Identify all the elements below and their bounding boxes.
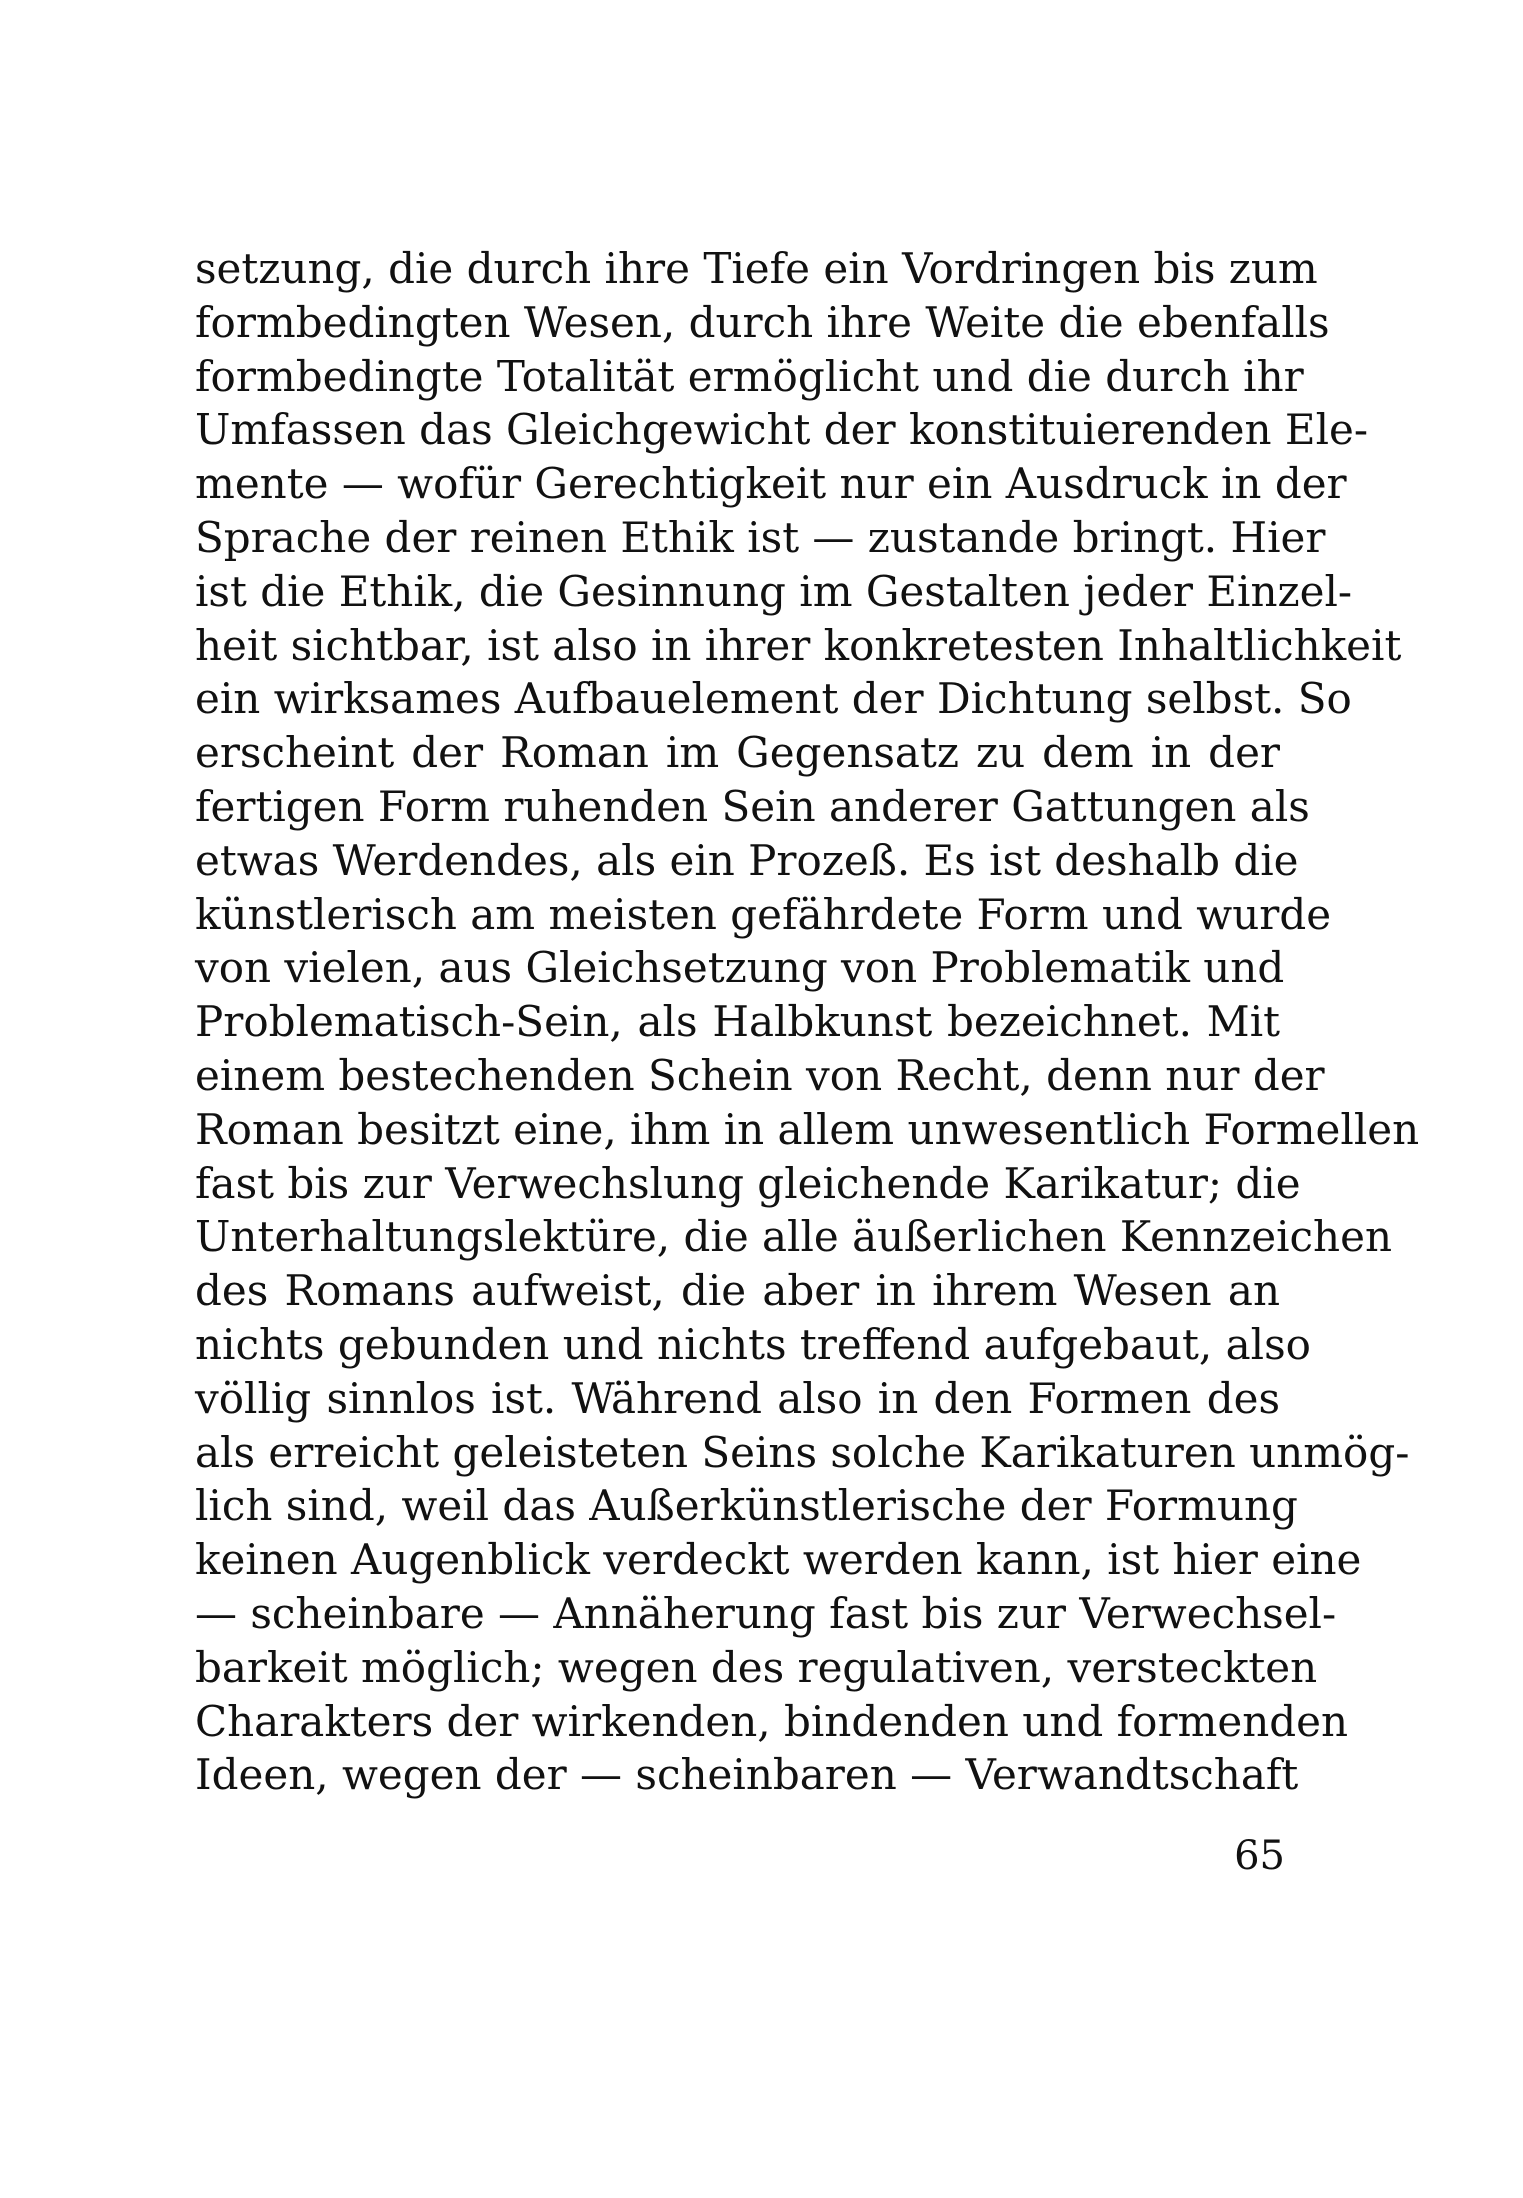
text-line: künstlerisch am meisten gefährdete Form und wurde	[195, 889, 1332, 939]
text-line: keinen Augenblick verdeckt werden kann, ist hier eine	[195, 1535, 1362, 1585]
text-line: Umfassen das Gleichgewicht der konstituierenden Ele-	[195, 405, 1369, 455]
text-line: Charakters der wirkenden, bindenden und formenden	[195, 1696, 1349, 1746]
text-line: einem bestechenden Schein von Recht, denn nur der	[195, 1050, 1325, 1100]
text-line: formbedingten Wesen, durch ihre Weite die ebenfalls	[195, 297, 1330, 347]
text-line: als erreicht geleisteten Seins solche Karikaturen unmög-	[195, 1427, 1410, 1477]
text-line: Ideen, wegen der — scheinbaren — Verwandtschaft	[195, 1750, 1299, 1800]
text-line: fast bis zur Verwechslung gleichende Karikatur; die	[195, 1158, 1301, 1208]
text-line: des Romans aufweist, die aber in ihrem Wesen an	[195, 1266, 1280, 1316]
text-line: erscheint der Roman im Gegensatz zu dem in der	[195, 728, 1280, 778]
text-line: lich sind, weil das Außerkünstlerische der Formung	[195, 1481, 1298, 1531]
text-line: von vielen, aus Gleichsetzung von Problematik und	[195, 943, 1285, 993]
text-line: völlig sinnlos ist. Während also in den Formen des	[195, 1373, 1280, 1423]
text-line: barkeit möglich; wegen des regulativen, versteckten	[195, 1642, 1318, 1692]
text-line: fertigen Form ruhenden Sein anderer Gattungen als	[195, 781, 1310, 831]
body-text	[195, 242, 1420, 1802]
text-line: mente — wofür Gerechtigkeit nur ein Ausdruck in der	[195, 459, 1347, 509]
text-line: ist die Ethik, die Gesinnung im Gestalten jeder Einzel-	[195, 566, 1353, 616]
text-line: heit sichtbar, ist also in ihrer konkretesten Inhaltlichkeit	[195, 620, 1402, 670]
text-line: Roman besitzt eine, ihm in allem unwesentlich Formellen	[195, 1104, 1420, 1154]
text-line: Sprache der reinen Ethik ist — zustande bringt. Hier	[195, 512, 1326, 562]
text-line: — scheinbare — Annäherung fast bis zur Verwechsel-	[195, 1588, 1337, 1638]
text-line: nichts gebunden und nichts treffend aufgebaut, also	[195, 1319, 1311, 1369]
page-number: 65	[1234, 1833, 1285, 1879]
text-line: etwas Werdendes, als ein Prozeß. Es ist deshalb die	[195, 835, 1299, 885]
text-line: Problematisch-Sein, als Halbkunst bezeichnet. Mit	[195, 997, 1280, 1047]
text-line: ein wirksames Aufbauelement der Dichtung selbst. So	[195, 674, 1352, 724]
text-line: Unterhaltungslektüre, die alle äußerlichen Kennzeichen	[195, 1212, 1392, 1262]
text-line: formbedingte Totalität ermöglicht und die durch ihr	[195, 351, 1304, 401]
text-line: setzung, die durch ihre Tiefe ein Vordringen bis zum	[195, 244, 1318, 293]
